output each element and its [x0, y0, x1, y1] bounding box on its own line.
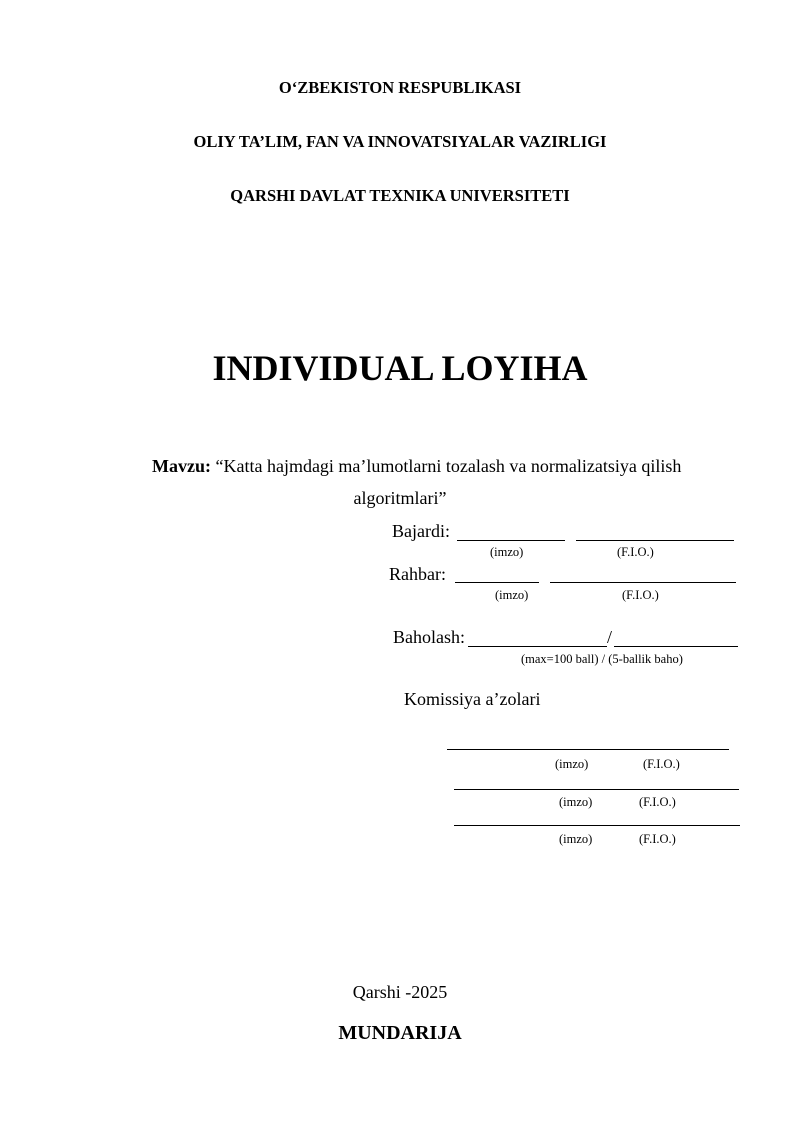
rahbar-name-line[interactable] — [550, 582, 736, 583]
baholash-label: Baholash: — [393, 627, 465, 647]
topic-text-2: algoritmlari” — [353, 488, 447, 508]
baholash-score-line[interactable] — [468, 646, 607, 647]
commission-member-3-imzo: (imzo) — [559, 832, 593, 846]
baholash-caption: (max=100 ball) / (5-ballik baho) — [521, 652, 683, 666]
bajardi-fio-caption: (F.I.O.) — [617, 545, 654, 559]
topic-line-1 — [152, 456, 681, 477]
rahbar-label: Rahbar: — [389, 564, 446, 584]
bajardi-name-line[interactable] — [576, 540, 734, 541]
bajardi-label: Bajardi: — [392, 521, 450, 541]
baholash-grade-line[interactable] — [614, 646, 738, 647]
rahbar-fio-caption: (F.I.O.) — [622, 588, 659, 602]
topic-label: Mavzu: — [152, 456, 211, 476]
commission-member-1-imzo: (imzo) — [555, 757, 589, 771]
commission-member-1-line[interactable] — [447, 749, 729, 750]
commission-member-3-line[interactable] — [454, 825, 740, 826]
ministry-name: OLIY TA’LIM, FAN VA INNOVATSIYALAR VAZIRLIGI — [193, 132, 607, 151]
commission-member-1-fio: (F.I.O.) — [643, 757, 680, 771]
document-title: INDIVIDUAL LOYIHA — [212, 348, 588, 388]
topic-text-1: “Katta hajmdagi ma’lumotlarni tozalash va normalizatsiya qilish — [215, 456, 682, 476]
rahbar-imzo-caption: (imzo) — [495, 588, 529, 602]
place-year: Qarshi -2025 — [352, 982, 448, 1002]
commission-member-2-line[interactable] — [454, 789, 739, 790]
commission-title: Komissiya a’zolari — [404, 689, 541, 709]
university-name: QARSHI DAVLAT TEXNIKA UNIVERSITETI — [230, 186, 570, 205]
rahbar-signature-line[interactable] — [455, 582, 539, 583]
bajardi-signature-line[interactable] — [457, 540, 565, 541]
ministry-country: O‘ZBEKISTON RESPUBLIKASI — [278, 78, 522, 97]
next-section-heading: MUNDARIJA — [338, 1022, 462, 1044]
baholash-separator: / — [607, 627, 613, 647]
bajardi-imzo-caption: (imzo) — [490, 545, 524, 559]
commission-member-2-imzo: (imzo) — [559, 795, 593, 809]
commission-member-2-fio: (F.I.O.) — [639, 795, 676, 809]
commission-member-3-fio: (F.I.O.) — [639, 832, 676, 846]
